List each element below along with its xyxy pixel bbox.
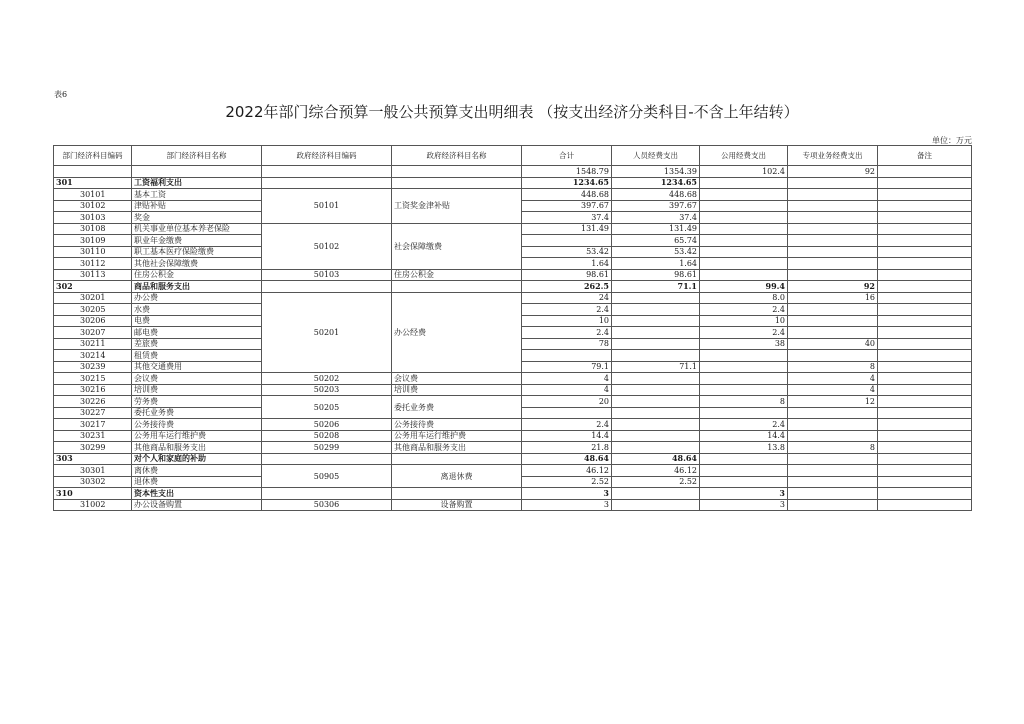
table-row: 30101 基本工资 50101 工资奖金津补贴 448.68 448.68: [54, 189, 972, 201]
table-row: 30299 其他商品和服务支出 50299 其他商品和服务支出 21.8 13.8 8: [54, 442, 972, 454]
table-row: 30109 职业年金缴费 65.74: [54, 235, 972, 247]
table-row: 30103 奖金 37.4 37.4: [54, 212, 972, 224]
budget-table: [53, 145, 972, 511]
header-row: [54, 146, 972, 166]
table-row: 30302 退休费 2.52 2.52: [54, 476, 972, 488]
header-cell: 人员经费支出: [612, 146, 700, 166]
table-row: 302 商品和服务支出 262.5 71.1 99.4 92: [54, 281, 972, 293]
header-cell: 部门经济科目名称: [132, 146, 262, 166]
table-row: 30301 离休费 50905 离退休费 46.12 46.12: [54, 465, 972, 477]
header-cell: 政府经济科目名称: [392, 146, 522, 166]
table-number: 表6: [54, 90, 68, 99]
table-row: 30206 电费 10 10: [54, 315, 972, 327]
total-personnel: 1354.39: [612, 166, 700, 178]
table-row: 30217 公务接待费 50206 公务接待费 2.4 2.4: [54, 419, 972, 431]
table-row: 30102 津贴补贴 397.67 397.67: [54, 200, 972, 212]
table-row: 30231 公务用车运行维护费 50208 公务用车运行维护费 14.4 14.4: [54, 430, 972, 442]
header-cell: 部门经济科目编码: [54, 146, 132, 166]
total-special: 92: [788, 166, 878, 178]
table-row: 30214 租赁费: [54, 350, 972, 362]
table-row: 30205 水费 2.4 2.4: [54, 304, 972, 316]
table-row: 30113 住房公积金 50103 住房公积金 98.61 98.61: [54, 269, 972, 281]
table-row: 30239 其他交通费用 79.1 71.1 8: [54, 361, 972, 373]
header-cell: 政府经济科目编码: [262, 146, 392, 166]
table-row: 30112 其他社会保障缴费 1.64 1.64: [54, 258, 972, 270]
table-row: 30201 办公费 50201 办公经费 24 8.0 16: [54, 292, 972, 304]
page-title: 2022年部门综合预算一般公共预算支出明细表 （按支出经济分类科目-不含上年结转）: [225, 103, 799, 121]
table-row: 30211 差旅费 78 38 40: [54, 338, 972, 350]
total-public: 102.4: [700, 166, 788, 178]
table-row: 30215 会议费 50202 会议费 4 4: [54, 373, 972, 385]
table-row: 30110 职工基本医疗保险缴费 53.42 53.42: [54, 246, 972, 258]
header-cell: 备注: [878, 146, 972, 166]
table-row: 303 对个人和家庭的补助 48.64 48.64: [54, 453, 972, 465]
table-row: 301 工资福利支出 1234.65 1234.65: [54, 177, 972, 189]
table-row: 30207 邮电费 2.4 2.4: [54, 327, 972, 339]
table-row: 30216 培训费 50203 培训费 4 4: [54, 384, 972, 396]
table-row: 310 资本性支出 3 3: [54, 488, 972, 500]
total-row: [54, 166, 972, 178]
unit-label: 单位：万元: [932, 136, 972, 145]
table-row: 30227 委托业务费: [54, 407, 972, 419]
total-sum: 1548.79: [522, 166, 612, 178]
header-cell: 合计: [522, 146, 612, 166]
table-row: 30108 机关事业单位基本养老保险 50102 社会保障缴费 131.49 131.49: [54, 223, 972, 235]
table-row: 30226 劳务费 50205 委托业务费 20 8 12: [54, 396, 972, 408]
header-cell: 专项业务经费支出: [788, 146, 878, 166]
table-row: 31002 办公设备购置 50306 设备购置 3 3: [54, 499, 972, 511]
header-cell: 公用经费支出: [700, 146, 788, 166]
